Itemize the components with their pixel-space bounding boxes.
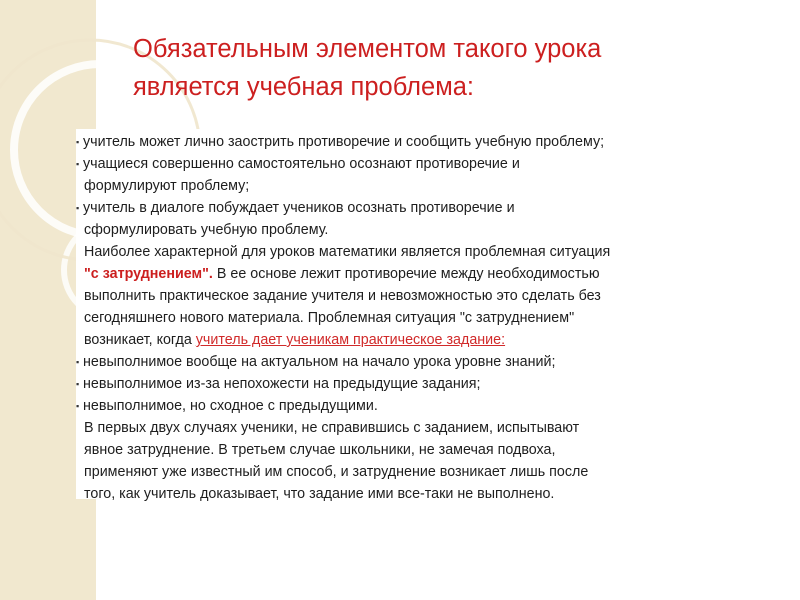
slide-title	[133, 30, 753, 106]
paragraph-line: В первых двух случаях ученики, не справившись с заданием, испытывают	[84, 420, 580, 436]
paragraph-line: явное затруднение. В третьем случае школьники, не замечая подвоха,	[84, 442, 556, 458]
paragraph-line: сегодняшнего нового материала. Проблемная ситуация "с затруднением"	[84, 310, 575, 326]
paragraph-line: применяют уже известный им способ, и затруднение возникает лишь после	[84, 464, 589, 480]
bullet-text: учитель может лично заострить противоречие и сообщить учебную проблему;	[83, 134, 605, 150]
paragraph-text: возникает, когда	[84, 332, 196, 348]
paragraph-text: В ее основе лежит противоречие между необходимостью	[212, 266, 600, 282]
bullet-item	[76, 153, 520, 175]
bullet-continuation: сформулировать учебную проблему.	[84, 222, 329, 238]
title-line-2: является учебная проблема:	[133, 73, 475, 101]
paragraph-line	[84, 329, 505, 351]
bullet-text: невыполнимое из-за непохожести на предыдущие задания;	[83, 376, 481, 392]
bullet-marker: ▪	[76, 401, 80, 411]
bullet-item	[76, 131, 605, 153]
hyperlink-text[interactable]: учитель дает ученикам практическое задание:	[195, 332, 506, 348]
bullet-item	[76, 197, 515, 219]
bullet-item	[76, 373, 481, 395]
bullet-item	[76, 351, 556, 373]
bullet-item	[76, 395, 378, 417]
title-line-1: Обязательным элементом такого урока	[133, 35, 602, 63]
emphasis-text: "с затруднением".	[84, 266, 213, 282]
bullet-marker: ▪	[76, 357, 80, 367]
bullet-marker: ▪	[76, 159, 80, 169]
paragraph-line	[84, 263, 600, 285]
bullet-marker: ▪	[76, 137, 80, 147]
bullet-continuation: формулируют проблему;	[84, 178, 250, 194]
paragraph-line: выполнить практическое задание учителя и невозможностью это сделать без	[84, 288, 601, 304]
bullet-marker: ▪	[76, 379, 80, 389]
bullet-text: невыполнимое, но сходное с предыдущими.	[83, 398, 378, 414]
paragraph-line: Наиболее характерной для уроков математики является проблемная ситуация	[84, 244, 611, 260]
bullet-marker: ▪	[76, 203, 80, 213]
paragraph-line: того, как учитель доказывает, что задание ими все-таки не выполнено.	[84, 486, 555, 502]
bullet-text: учитель в диалоге побуждает учеников осознать противоречие и	[83, 200, 515, 216]
bullet-text: невыполнимое вообще на актуальном на начало урока уровне знаний;	[83, 354, 556, 370]
bullet-text: учащиеся совершенно самостоятельно осознают противоречие и	[83, 156, 520, 172]
content-box	[76, 129, 754, 502]
